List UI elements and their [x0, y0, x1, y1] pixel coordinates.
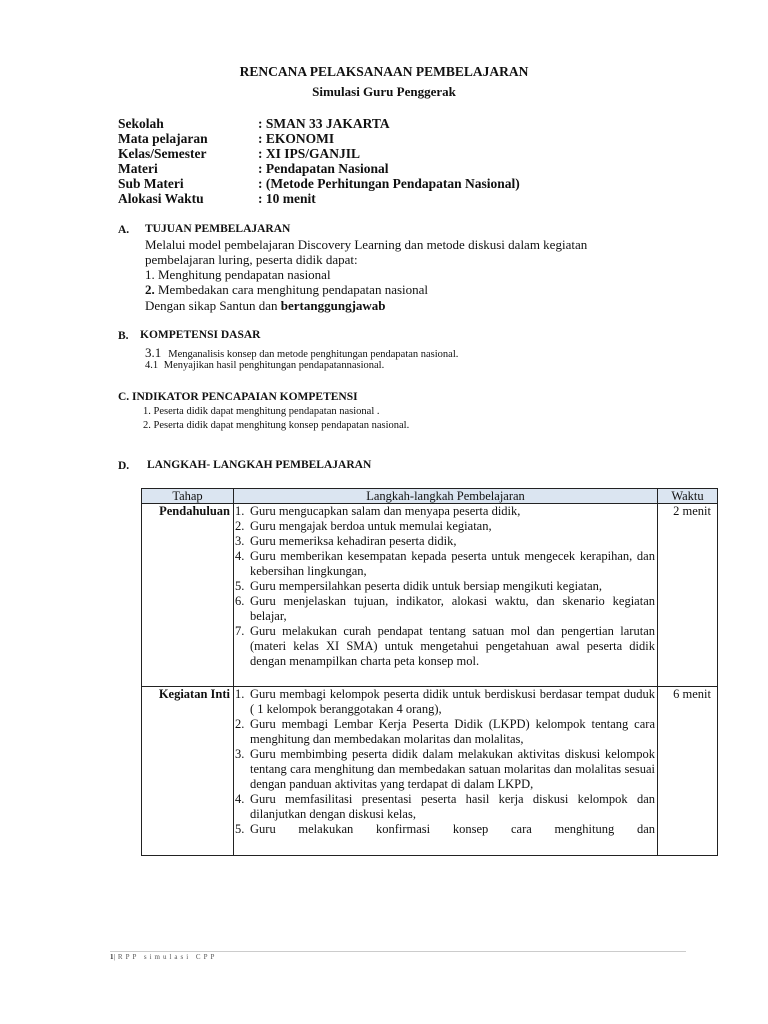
- step-item: 5. Guru melakukan konfirmasi konsep cara menghitung dan: [235, 822, 655, 836]
- step-item: 4. Guru memfasilitasi presentasi peserta hasil kerja diskusi kelompok dan dilanjutkan dengan diskusi kelas,: [235, 792, 655, 821]
- page-footer: 1|RPP simulasi CPP: [110, 953, 218, 961]
- step-item: 6. Guru menjelaskan tujuan, indikator, alokasi waktu, dan skenario kegiatan belajar,: [235, 594, 655, 623]
- meta-key: Materi: [118, 161, 158, 176]
- section-a-attitude: [145, 298, 386, 314]
- item-number: 3.1: [145, 345, 162, 360]
- meta-key: Mata pelajaran: [118, 131, 208, 146]
- section-a-title: TUJUAN PEMBELAJARAN: [145, 223, 291, 235]
- meta-value: : XI IPS/GANJIL: [258, 146, 361, 161]
- steps-list: [234, 504, 657, 669]
- step-item: 7. Guru melakukan curah pendapat tentang satuan mol dan pengertian larutan (materi kelas XI SMA) untuk mengetahui pengetahuan awal peserta didik dengan menampilkan charta peta konsep mol.: [235, 624, 655, 668]
- item-number: 4.1: [145, 360, 159, 371]
- header-stage: Tahap: [142, 489, 234, 504]
- item-text: Membedakan cara menghitung pendapatan nasional: [154, 282, 429, 297]
- section-d-title: LANGKAH- LANGKAH PEMBELAJARAN: [147, 459, 372, 471]
- footer-text: RPP simulasi CPP: [117, 953, 218, 961]
- item-text: Menyajikan hasil penghitungan pendapatannasional.: [163, 360, 385, 371]
- section-c-title: C. INDIKATOR PENCAPAIAN KOMPETENSI: [118, 391, 358, 403]
- section-c-item: 1. Peserta didik dapat menghitung pendapatan nasional .: [143, 406, 380, 417]
- section-b-letter: B.: [118, 330, 129, 342]
- stage-cell: Kegiatan Inti: [142, 687, 234, 856]
- meta-value: : EKONOMI: [258, 131, 335, 146]
- item-number: 2.: [145, 282, 155, 297]
- section-a-text: Melalui model pembelajaran Discovery Learning dan metode diskusi dalam kegiatan: [145, 237, 588, 252]
- attitude-value: Santun: [219, 298, 256, 313]
- section-b-title: KOMPETENSI DASAR: [140, 329, 261, 341]
- step-item: 1. Guru mengucapkan salam dan menyapa peserta didik,: [235, 504, 521, 518]
- step-item: 1. Guru membagi kelompok peserta didik untuk berdiskusi berdasar tempat duduk ( 1 kelompok beranggotakan 4 orang),: [235, 687, 655, 716]
- step-item: 3. Guru memeriksa kehadiran peserta didik,: [235, 534, 457, 548]
- step-item: 2. Guru mengajak berdoa untuk memulai kegiatan,: [235, 519, 492, 533]
- section-b-item: [145, 360, 384, 371]
- meta-value: : Pendapatan Nasional: [258, 161, 389, 176]
- footer-divider: [110, 951, 686, 952]
- page-number: 1: [110, 953, 114, 961]
- step-item: 4. Guru memberikan kesempatan kepada peserta untuk mengecek kerapihan, dan kebersihan lingkungan,: [235, 549, 655, 578]
- document-title: RENCANA PELAKSANAAN PEMBELAJARAN: [239, 64, 529, 79]
- time-cell: 2 menit: [658, 504, 718, 687]
- header-time: Waktu: [658, 489, 718, 504]
- steps-cell: [234, 687, 658, 856]
- header-steps: Langkah-langkah Pembelajaran: [234, 489, 658, 504]
- meta-value: : 10 menit: [258, 191, 316, 206]
- meta-value: : SMAN 33 JAKARTA: [258, 116, 390, 131]
- step-item: 3. Guru membimbing peserta didik dalam melakukan aktivitas diskusi kelompok tentang cara menghitung dan membedakan satuan molaritas dan molalitas sesuai dengan panduan aktivitas yang terdapat di dalam LKPD,: [235, 747, 655, 791]
- document-subtitle: Simulasi Guru Penggerak: [312, 84, 456, 99]
- meta-key: Sekolah: [118, 116, 164, 131]
- section-a-letter: A.: [118, 224, 130, 236]
- meta-value: : (Metode Perhitungan Pendapatan Nasional): [258, 176, 520, 191]
- step-item: 2. Guru membagi Lembar Kerja Peserta Didik (LKPD) kelompok tentang cara menghitung dan membedakan molaritas dan molalitas,: [235, 717, 655, 746]
- table-header-row: [142, 489, 718, 504]
- section-a-item: [145, 282, 428, 298]
- table-row: [142, 687, 718, 856]
- meta-key: Sub Materi: [118, 176, 184, 191]
- section-a-item: 1. Menghitung pendapatan nasional: [145, 267, 331, 282]
- meta-key: Kelas/Semester: [118, 146, 207, 161]
- stage-cell: Pendahuluan: [142, 504, 234, 687]
- attitude-text: Dengan sikap: [145, 298, 220, 313]
- time-cell: 6 menit: [658, 687, 718, 856]
- learning-steps-table: [141, 488, 718, 856]
- meta-key: Alokasi Waktu: [118, 191, 204, 206]
- step-item: 5. Guru mempersilahkan peserta didik untuk bersiap mengikuti kegiatan,: [235, 579, 602, 593]
- attitude-text: dan: [255, 298, 281, 313]
- item-text: Menganalisis konsep dan metode penghitungan pendapatan nasional.: [168, 349, 459, 360]
- section-d-letter: D.: [118, 460, 130, 472]
- section-a-text: pembelajaran luring, peserta didik dapat:: [145, 252, 358, 267]
- attitude-value: bertanggungjawab: [280, 298, 386, 313]
- table-row: [142, 504, 718, 687]
- steps-cell: [234, 504, 658, 687]
- steps-list: [234, 687, 657, 837]
- section-c-item: 2. Peserta didik dapat menghitung konsep pendapatan nasional.: [143, 420, 410, 431]
